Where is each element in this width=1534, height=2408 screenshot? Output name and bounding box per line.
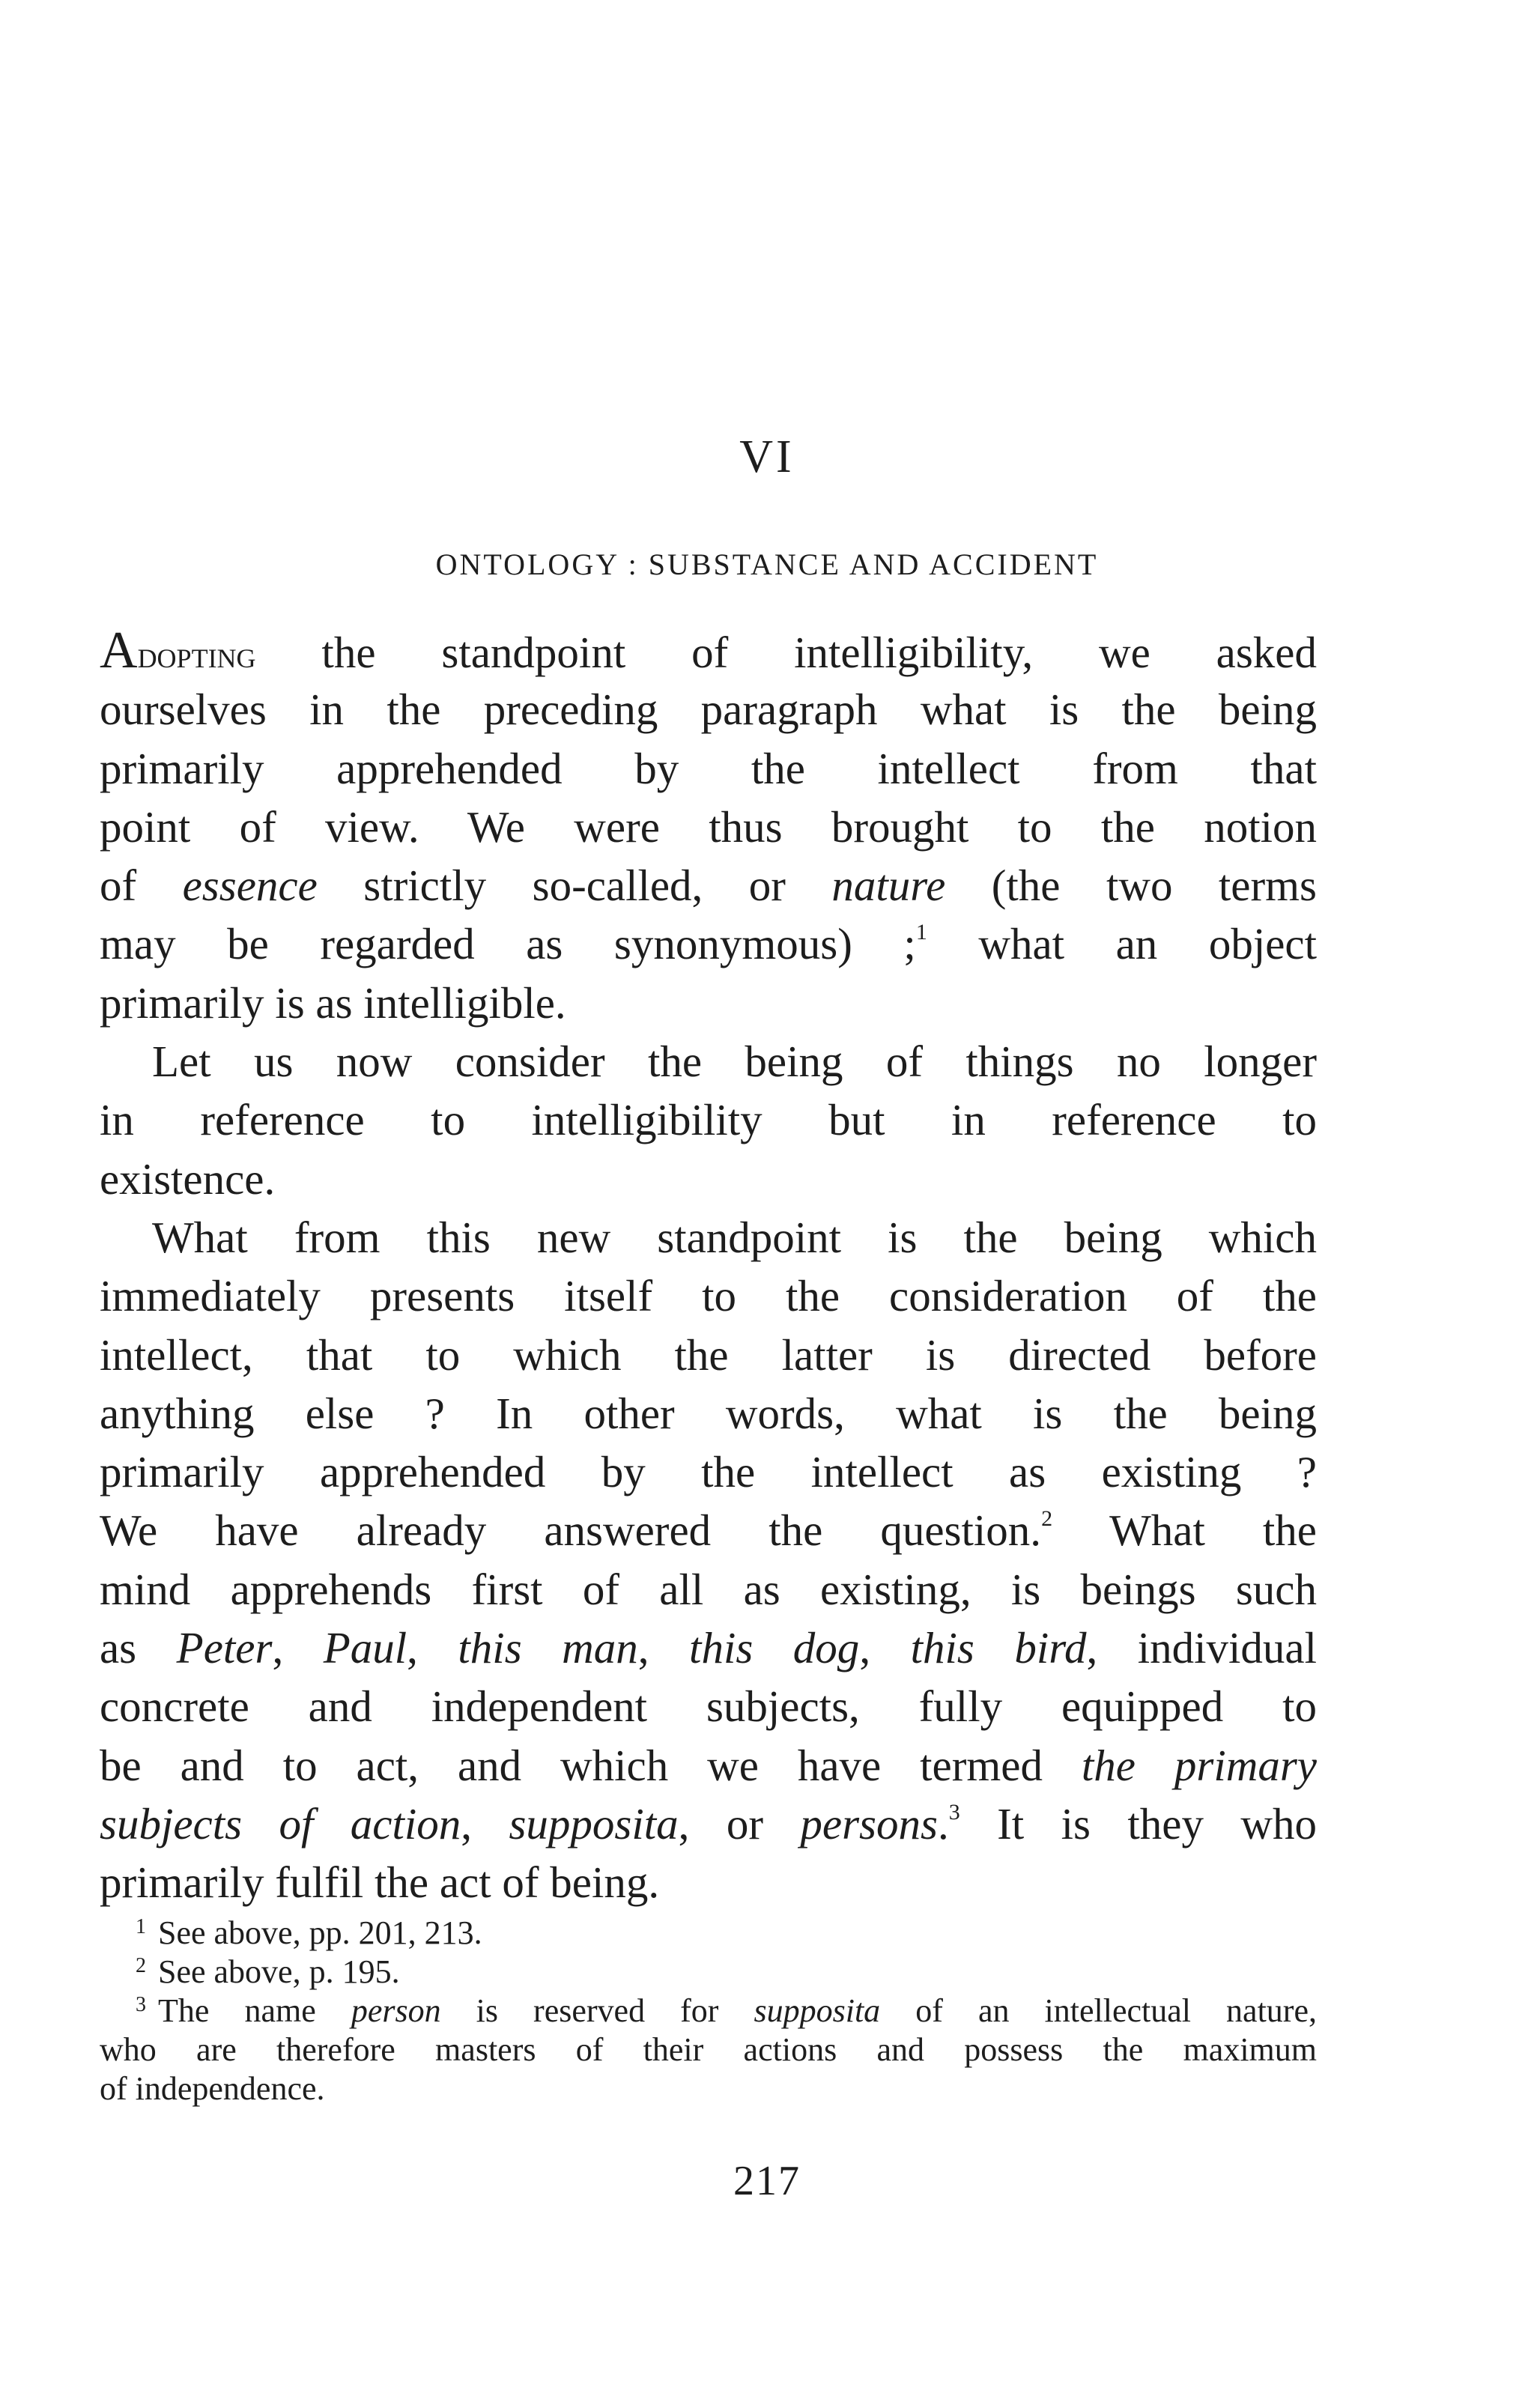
body-text (100, 622, 1317, 1912)
body-line: Let us now consider the being of things no longer (152, 1037, 1317, 1087)
body-line: anything else ? In other words, what is the being (100, 1388, 1317, 1438)
body-line: may be regarded as synonymous) ;$^1$ what an object (100, 919, 1317, 969)
footnote-1: $^1$ See above, pp. 201, 213. (136, 1914, 482, 1951)
body-line: primarily apprehended by the intellect from that (100, 743, 1317, 793)
footnote-3: $^3$ The name person is reserved for supposita of an intellectual nature, (136, 1992, 1317, 2029)
drop-initial: A (100, 622, 138, 679)
chapter-title: ONTOLOGY : SUBSTANCE AND ACCIDENT (435, 548, 1099, 581)
footnote-3-line-2: who are therefore masters of their actions and possess the maximum (100, 2031, 1317, 2068)
body-line: concrete and independent subjects, fully equipped to (100, 1681, 1317, 1732)
body-line: point of view. We were thus brought to the notion (100, 801, 1317, 852)
body-line: be and to act, and which we have termed the primary (100, 1740, 1317, 1790)
footnote-3-line-3: of independence. (100, 2070, 325, 2107)
page-number: 217 (733, 2158, 801, 2204)
body-line: mind apprehends first of all as existing, is beings such (100, 1564, 1317, 1614)
footnote-ref: 1 (915, 920, 927, 945)
small-caps-word: dopting (137, 634, 256, 676)
body-line: primarily apprehended by the intellect as existing ? (100, 1447, 1317, 1497)
body-line: immediately presents itself to the consideration of the (100, 1271, 1317, 1321)
body-line: of essence strictly so-called, or nature (the two terms (100, 861, 1317, 911)
footnote-mark: 2 (136, 1954, 146, 1977)
body-line: in reference to intelligibility but in reference to (100, 1095, 1317, 1145)
body-line: subjects of action, supposita, or persons.$^3$ It is they who (100, 1798, 1317, 1849)
footnote-2: $^2$ See above, p. 195. (136, 1953, 400, 1990)
body-line: as Peter, Paul, this man, this dog, this bird, individual (100, 1623, 1318, 1673)
body-line: What from this new standpoint is the being which (152, 1212, 1317, 1262)
body-line: primarily is as intelligible. (100, 977, 566, 1028)
footnote-mark: 1 (136, 1915, 146, 1938)
body-line: intellect, that to which the latter is directed before (100, 1329, 1317, 1380)
chapter-number: VI (739, 431, 795, 482)
footnote-ref: 3 (948, 1799, 960, 1825)
body-line: Adopting the standpoint of intelligibility, we asked (100, 622, 1317, 679)
body-line: ourselves in the preceding paragraph what is the being (100, 685, 1317, 735)
footnote-ref: 2 (1041, 1506, 1053, 1532)
body-line: existence. (100, 1153, 276, 1204)
footnote-mark: 3 (136, 1993, 146, 2016)
body-line: We have already answered the question.$^2$ What the (100, 1505, 1317, 1556)
footnotes (100, 1914, 1317, 2108)
body-line: primarily fulfil the act of being. (100, 1857, 660, 1908)
